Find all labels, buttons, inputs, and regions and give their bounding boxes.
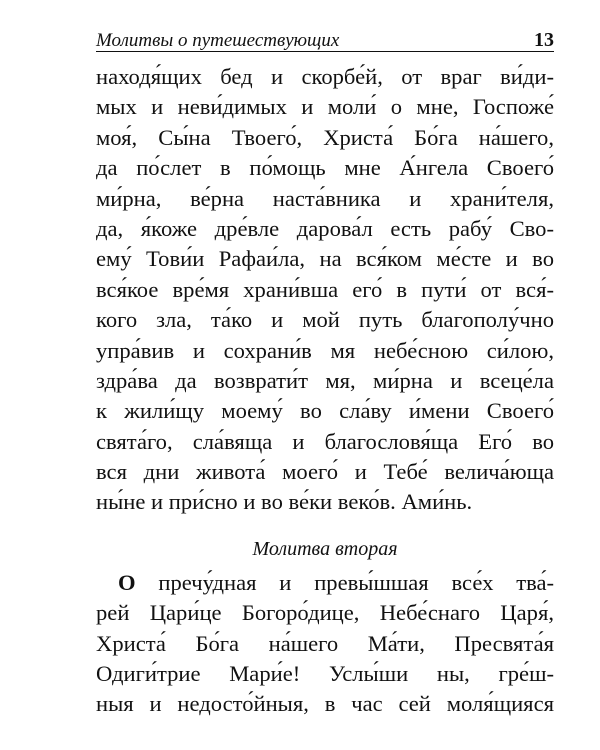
running-header-title: Молитвы о путешествующих [96, 30, 340, 51]
text-line: Одиги́трие Мари́е! Услы́ши ны, гре́ш- [96, 661, 554, 687]
text-line: да по́слет в по́мощь мне А́нгела Своего́ [96, 155, 554, 181]
text-line: вся дни живота́ моего́ и Тебе́ велича́юща [96, 459, 554, 485]
text-line: кого зла, та́ко и мой путь благополу́чно [96, 307, 554, 333]
text-line: ми́рна, ве́рна наста́вника и храни́теля, [96, 185, 554, 211]
running-header [96, 14, 554, 50]
text-line: находя́щих бед и скорбе́й, от враг ви́ди- [96, 64, 554, 89]
paragraph-1 [96, 62, 554, 518]
first-line-text: пречу́дная и превы́шшая все́х тва́- [135, 569, 554, 595]
header-rule [96, 51, 554, 52]
section-title: Молитва вторая [252, 537, 398, 560]
page-number: 13 [534, 29, 554, 51]
body-text [96, 62, 554, 720]
text-line: вся́кое вре́мя храни́вша его́ в пути́ от вся́- [96, 276, 554, 302]
text-line: ныя и недосто́йныя, в час сей моля́щияся [96, 691, 554, 717]
drop-cap: О [118, 569, 136, 595]
text-line [96, 568, 554, 598]
text-line: к жили́щу моему́ во сла́ву и́мени Своего́ [96, 398, 554, 424]
text-line: Христа́ Бо́га на́шего Ма́ти, Пресвята́я [96, 630, 554, 656]
text-line: упра́вив и сохрани́в мя небе́сною си́лою, [96, 337, 554, 363]
text-line: свята́го, сла́вяща и благословя́ща Его́ во [96, 428, 554, 454]
text-line: да, я́коже дре́вле дарова́л есть рабу́ Сво- [96, 215, 554, 241]
text-line: ему́ Тови́и Рафаи́ла, на вся́ком ме́сте и во [96, 246, 554, 272]
text-line: рей Цари́це Богоро́дице, Небе́снаго Царя́, [96, 600, 554, 626]
paragraph-2 [96, 568, 554, 720]
text-line: ны́не и при́сно и во ве́ки веко́в. Ами́нь. [96, 489, 473, 515]
text-line: здра́ва да возврати́т мя, ми́рна и всеце́ла [96, 367, 554, 393]
text-line: мых и неви́димых и моли́ о мне, Госпоже́ [96, 94, 554, 120]
text-line: моя́, Сы́на Твоего́, Христа́ Бо́га на́шего, [96, 124, 554, 150]
